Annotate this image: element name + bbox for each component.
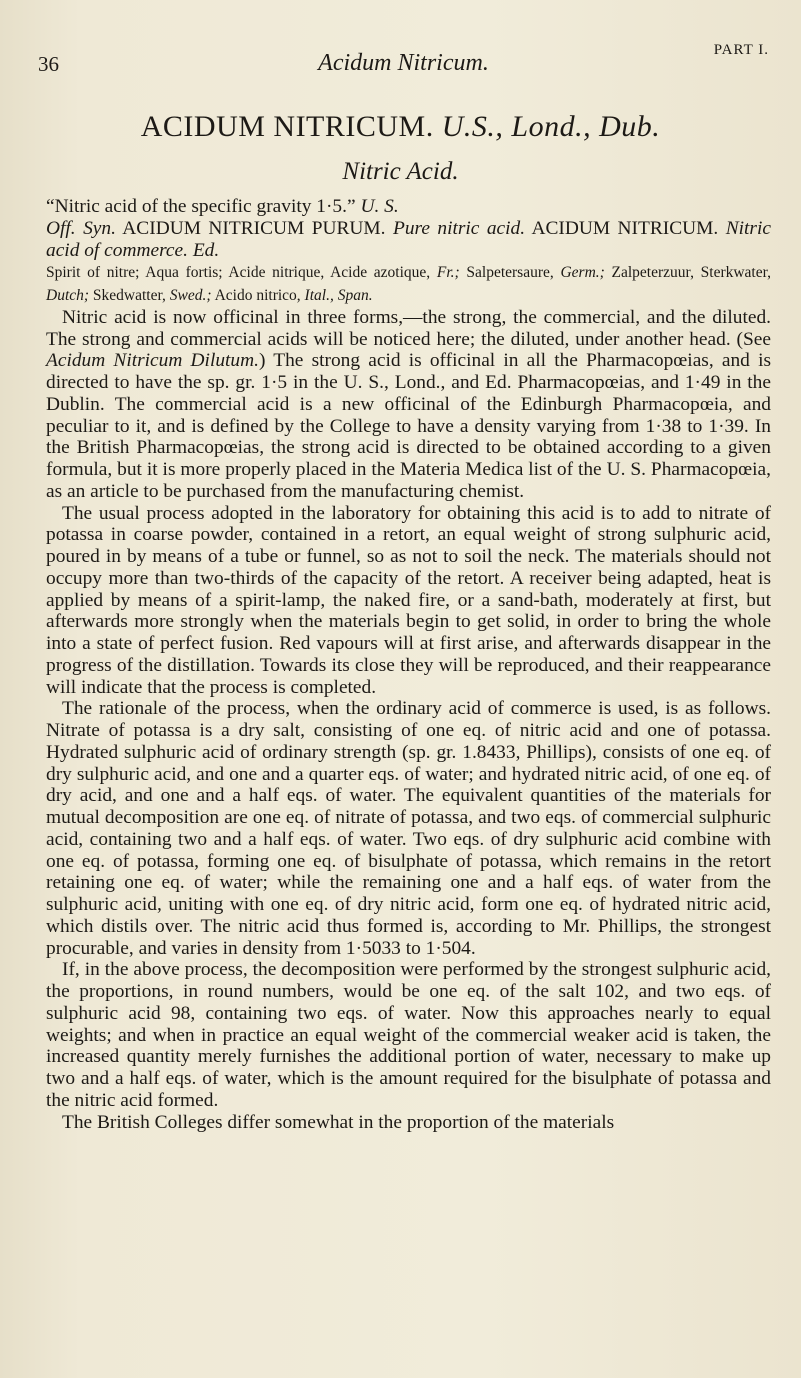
part-label: PART I. [713,42,769,58]
definition-paragraph [46,196,771,307]
entry-subtitle: Nitric Acid. [342,158,459,185]
entry-title [38,110,763,144]
synonym-lang-fr: Fr.; [436,264,460,282]
entry-body [46,196,771,1133]
paragraph-process: The usual process adopted in the laboratory for obtaining this acid is to add to nitrate of potassa in coarse powder, contained in a retort, an equal weight of strong sulphuric acid, poured in by means of a tube or funnel, so as not to soil the neck. The materials should not occupy more than two-thirds of the capacity of the retort. A receiver being adapted, heat is applied by means of a spirit-lamp, the naked fire, or a sand-bath, moderately at first, but afterwards more strongly when the materials begin to get solid, in order to bring the whole into a state of perfect fusion. Red vapours will at first arise, and afterwards disappear in the progress of the distillation. Towards its close they will be reproduced, and their reappearance will indicate that the process is completed. [46,502,771,698]
running-title: Acidum Nitricum. [318,50,489,76]
definition-text: “Nitric acid of the specific gravity 1·5.” [46,196,356,217]
paragraph-text: ) The strong acid is officinal in all the Pharmacopœias, and is directed to have the sp. gr. 1·5 in the U. S., Lond., and Ed. Pharmacopœias, and 1·49 in the Dublin. The commercial acid is a new officinal of the Edinburgh Pharmacopœia, and peculiar to it, and is defined by the College to have a density varying from 1·38 to 1·39. In the British Pharmacopœias, the strong acid is directed to be obtained according to a given formula, but it is more properly placed in the Materia Medica list of the U. S. Pharmacopœia, as an article to be purchased from the manufacturing chemist. [46,350,772,502]
synonyms-line [46,264,771,304]
synonyms-part: Acido nitrico, [214,287,301,304]
paragraph-british-colleges: The British Colleges differ somewhat in the proportion of the materials [62,1111,615,1133]
off-syn-2: ACIDUM NITRICUM. [531,217,719,239]
synonym-lang-ital-span: Ital., Span. [304,287,373,304]
synonym-lang-germ: Germ.; [560,264,605,282]
off-syn-1: ACIDUM NITRICUM PURUM. [122,217,386,239]
off-syn-2-source: Ed. [192,239,220,261]
synonym-lang-dutch: Dutch; [46,287,90,304]
off-syn-2-en: Nitric acid of commerce. [46,217,771,261]
synonyms-part: Salpetersaure, [466,264,554,282]
off-syn-label: Off. Syn. [46,217,116,239]
page-number: 36 [38,52,59,76]
definition-source: U. S. [360,196,399,217]
running-head [38,42,769,80]
synonym-lang-swed: Swed.; [169,287,212,304]
paragraph-text: Nitric acid is now officinal in three forms,—the strong, the commercial, and the diluted. The strong and commercial acids will be noticed here; the diluted, under another head. (See [46,306,771,350]
paragraph-rationale: The rationale of the process, when the ordinary acid of commerce is used, is as follows. Nitrate of potassa is a dry salt, consisting of one eq. of nitric acid and one of potassa. Hydrated sulphuric acid of ordinary strength (sp. gr. 1.8433, Phillips), consists of one eq. of dry sulphuric acid, and one and a quarter eqs. of water; and hydrated nitric acid, of one eq. of dry acid, and one and a half eqs. of water. The equivalent quantities of the materials for mutual decomposition are one eq. of nitrate of potassa, and two eqs. of commercial sulphuric acid, containing two and a half eqs. of water. Two eqs. of dry sulphuric acid combine with one eq. of potassa, forming one eq. of bisulphate of potassa, which remains in the retort retaining one eq. of water; while the remaining one and a half eqs. of water from the sulphuric acid, uniting with one eq. of dry nitric acid, form one eq. of hydrated nitric acid, which distils over. The nitric acid thus formed is, according to Mr. Phillips, the strongest procurable, and varies in density from 1·5033 to 1·504. [46,698,771,959]
paragraph-proportions: If, in the above process, the decomposition were performed by the strongest sulphuric acid, the proportions, in round numbers, would be one eq. of the salt 102, and two eqs. of sulphuric acid 98, containing two eqs. of water. Now this approaches nearly to equal weights; and when in practice an equal weight of the commercial weaker acid is taken, the increased quantity merely furnishes the additional portion of water, necessary to make up two and a half eqs. of water, which is the amount required for the bisulphate of potassa and the nitric acid formed. [46,959,771,1111]
synonyms-part: Spirit of nitre; Aqua fortis; Acide nitrique, Acide azotique, [46,264,431,282]
synonyms-part: Zalpeterzuur, Sterkwater, [611,264,772,282]
synonyms-part: Skedwatter, [92,287,166,304]
entry-title-name: ACIDUM NITRICUM. [140,110,434,143]
paragraph-officinal-forms [46,307,771,503]
cross-reference: Acidum Nitricum Dilutum. [46,350,259,372]
off-syn-1-en: Pure nitric acid. [392,217,526,239]
entry-title-authorities: U.S., Lond., Dub. [441,110,661,143]
